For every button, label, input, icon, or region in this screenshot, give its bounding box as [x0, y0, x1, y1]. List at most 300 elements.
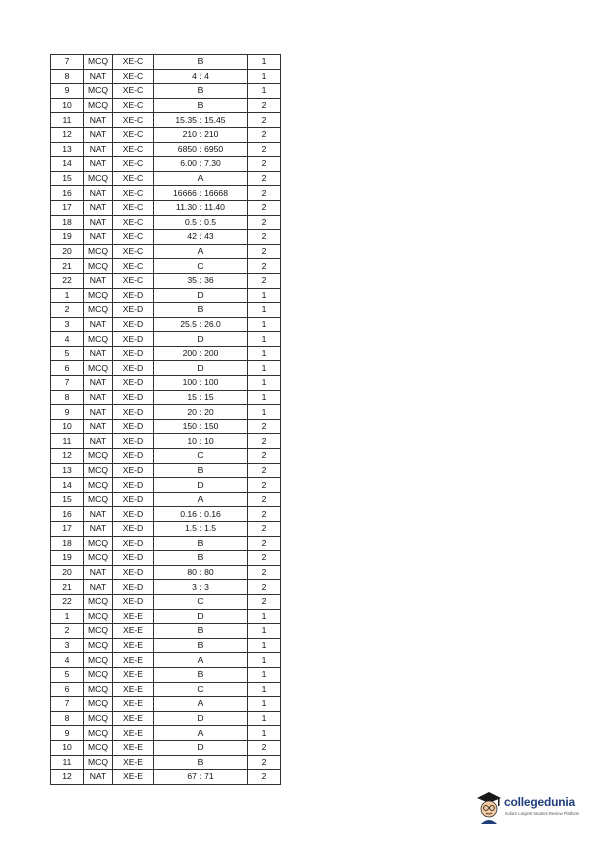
section-cell: XE-C — [113, 230, 154, 245]
logo-wordmark: collegedunia — [504, 795, 575, 809]
question-type-cell: NAT — [84, 434, 113, 449]
answer-key-cell: C — [154, 449, 248, 464]
question-type-cell: MCQ — [84, 84, 113, 99]
table-row — [51, 740, 281, 755]
question-number-cell: 7 — [51, 55, 84, 70]
answer-key-cell: D — [154, 288, 248, 303]
marks-cell: 2 — [248, 463, 281, 478]
marks-cell: 2 — [248, 492, 281, 507]
table-row — [51, 142, 281, 157]
section-cell: XE-D — [113, 551, 154, 566]
marks-cell: 1 — [248, 55, 281, 70]
answer-key-cell: D — [154, 711, 248, 726]
question-type-cell: NAT — [84, 113, 113, 128]
marks-cell: 1 — [248, 667, 281, 682]
question-number-cell: 9 — [51, 726, 84, 741]
marks-cell: 2 — [248, 594, 281, 609]
section-cell: XE-D — [113, 332, 154, 347]
table-row — [51, 522, 281, 537]
question-number-cell: 13 — [51, 142, 84, 157]
question-type-cell: MCQ — [84, 653, 113, 668]
answer-key-cell: 6.00 : 7.30 — [154, 157, 248, 172]
answer-key-cell: D — [154, 478, 248, 493]
question-number-cell: 15 — [51, 171, 84, 186]
marks-cell: 2 — [248, 273, 281, 288]
section-cell: XE-C — [113, 69, 154, 84]
answer-key-cell: 42 : 43 — [154, 230, 248, 245]
table-row — [51, 405, 281, 420]
question-type-cell: MCQ — [84, 463, 113, 478]
logo-tagline: India's Largest Student Review Platform — [505, 811, 580, 816]
answer-key-cell: 11.30 : 11.40 — [154, 200, 248, 215]
section-cell: XE-D — [113, 565, 154, 580]
section-cell: XE-D — [113, 580, 154, 595]
question-number-cell: 17 — [51, 200, 84, 215]
answer-key-cell: B — [154, 303, 248, 318]
section-cell: XE-E — [113, 653, 154, 668]
question-number-cell: 10 — [51, 740, 84, 755]
question-type-cell: MCQ — [84, 609, 113, 624]
section-cell: XE-D — [113, 376, 154, 391]
question-type-cell: MCQ — [84, 638, 113, 653]
question-type-cell: NAT — [84, 522, 113, 537]
table-row — [51, 171, 281, 186]
table-row — [51, 492, 281, 507]
answer-key-cell: A — [154, 171, 248, 186]
section-cell: XE-D — [113, 419, 154, 434]
question-type-cell: NAT — [84, 770, 113, 785]
table-row — [51, 376, 281, 391]
question-number-cell: 20 — [51, 565, 84, 580]
marks-cell: 2 — [248, 507, 281, 522]
table-row — [51, 449, 281, 464]
section-cell: XE-D — [113, 434, 154, 449]
answer-key-cell: 15 : 15 — [154, 390, 248, 405]
answer-key-cell: 1.5 : 1.5 — [154, 522, 248, 537]
marks-cell: 2 — [248, 565, 281, 580]
marks-cell: 2 — [248, 171, 281, 186]
answer-key-cell: 200 : 200 — [154, 346, 248, 361]
section-cell: XE-D — [113, 463, 154, 478]
question-type-cell: MCQ — [84, 98, 113, 113]
table-row — [51, 507, 281, 522]
section-cell: XE-C — [113, 157, 154, 172]
table-row — [51, 624, 281, 639]
table-row — [51, 390, 281, 405]
section-cell: XE-D — [113, 536, 154, 551]
section-cell: XE-C — [113, 259, 154, 274]
answer-key-cell: 25.5 : 26.0 — [154, 317, 248, 332]
section-cell: XE-C — [113, 98, 154, 113]
question-type-cell: NAT — [84, 565, 113, 580]
table-row — [51, 697, 281, 712]
graduate-mascot-icon — [474, 790, 504, 824]
marks-cell: 2 — [248, 449, 281, 464]
marks-cell: 2 — [248, 580, 281, 595]
marks-cell: 2 — [248, 740, 281, 755]
marks-cell: 2 — [248, 522, 281, 537]
marks-cell: 1 — [248, 288, 281, 303]
table-row — [51, 346, 281, 361]
question-number-cell: 13 — [51, 463, 84, 478]
answer-key-cell: 100 : 100 — [154, 376, 248, 391]
question-number-cell: 2 — [51, 624, 84, 639]
table-row — [51, 434, 281, 449]
question-type-cell: MCQ — [84, 682, 113, 697]
answer-key-cell: 3 : 3 — [154, 580, 248, 595]
question-number-cell: 18 — [51, 536, 84, 551]
marks-cell: 2 — [248, 478, 281, 493]
question-number-cell: 17 — [51, 522, 84, 537]
question-number-cell: 6 — [51, 361, 84, 376]
table-row — [51, 565, 281, 580]
question-number-cell: 6 — [51, 682, 84, 697]
question-number-cell: 1 — [51, 288, 84, 303]
answer-key-cell: 10 : 10 — [154, 434, 248, 449]
question-type-cell: MCQ — [84, 449, 113, 464]
question-type-cell: NAT — [84, 507, 113, 522]
answer-key-table — [50, 54, 281, 785]
marks-cell: 1 — [248, 405, 281, 420]
question-type-cell: MCQ — [84, 551, 113, 566]
table-row — [51, 551, 281, 566]
question-type-cell: MCQ — [84, 492, 113, 507]
question-type-cell: MCQ — [84, 726, 113, 741]
table-row — [51, 638, 281, 653]
question-number-cell: 18 — [51, 215, 84, 230]
question-type-cell: NAT — [84, 157, 113, 172]
answer-key-cell: 15.35 : 15.45 — [154, 113, 248, 128]
table-row — [51, 157, 281, 172]
answer-key-cell: 0.5 : 0.5 — [154, 215, 248, 230]
question-number-cell: 11 — [51, 755, 84, 770]
section-cell: XE-D — [113, 449, 154, 464]
question-number-cell: 1 — [51, 609, 84, 624]
answer-key-cell: B — [154, 55, 248, 70]
answer-key-cell: B — [154, 624, 248, 639]
answer-key-cell: A — [154, 697, 248, 712]
question-number-cell: 3 — [51, 638, 84, 653]
marks-cell: 1 — [248, 303, 281, 318]
question-type-cell: MCQ — [84, 755, 113, 770]
question-number-cell: 10 — [51, 98, 84, 113]
table-row — [51, 361, 281, 376]
question-type-cell: NAT — [84, 215, 113, 230]
question-type-cell: MCQ — [84, 624, 113, 639]
answer-key-cell: D — [154, 609, 248, 624]
section-cell: XE-D — [113, 405, 154, 420]
table-row — [51, 259, 281, 274]
section-cell: XE-D — [113, 522, 154, 537]
question-number-cell: 8 — [51, 390, 84, 405]
question-type-cell: NAT — [84, 405, 113, 420]
marks-cell: 1 — [248, 726, 281, 741]
marks-cell: 2 — [248, 186, 281, 201]
answer-key-cell: 67 : 71 — [154, 770, 248, 785]
answer-key-cell: 4 : 4 — [154, 69, 248, 84]
question-number-cell: 14 — [51, 478, 84, 493]
question-number-cell: 4 — [51, 653, 84, 668]
question-type-cell: MCQ — [84, 594, 113, 609]
table-row — [51, 609, 281, 624]
question-type-cell: MCQ — [84, 711, 113, 726]
question-type-cell: MCQ — [84, 244, 113, 259]
marks-cell: 1 — [248, 69, 281, 84]
marks-cell: 2 — [248, 434, 281, 449]
question-type-cell: MCQ — [84, 288, 113, 303]
answer-key-cell: B — [154, 551, 248, 566]
question-type-cell: NAT — [84, 186, 113, 201]
answer-key-cell: D — [154, 361, 248, 376]
question-number-cell: 16 — [51, 186, 84, 201]
table-row — [51, 84, 281, 99]
section-cell: XE-D — [113, 361, 154, 376]
question-number-cell: 21 — [51, 259, 84, 274]
section-cell: XE-E — [113, 682, 154, 697]
table-row — [51, 273, 281, 288]
table-row — [51, 200, 281, 215]
question-type-cell: MCQ — [84, 740, 113, 755]
answer-key-cell: C — [154, 259, 248, 274]
marks-cell: 2 — [248, 770, 281, 785]
marks-cell: 2 — [248, 755, 281, 770]
question-number-cell: 4 — [51, 332, 84, 347]
collegedunia-logo[interactable] — [474, 790, 589, 826]
question-number-cell: 22 — [51, 594, 84, 609]
section-cell: XE-D — [113, 390, 154, 405]
question-number-cell: 7 — [51, 376, 84, 391]
table-row — [51, 711, 281, 726]
question-type-cell: NAT — [84, 69, 113, 84]
table-row — [51, 303, 281, 318]
question-number-cell: 11 — [51, 113, 84, 128]
section-cell: XE-D — [113, 507, 154, 522]
marks-cell: 1 — [248, 624, 281, 639]
section-cell: XE-E — [113, 624, 154, 639]
marks-cell: 1 — [248, 653, 281, 668]
section-cell: XE-C — [113, 215, 154, 230]
marks-cell: 2 — [248, 215, 281, 230]
marks-cell: 1 — [248, 376, 281, 391]
question-number-cell: 5 — [51, 667, 84, 682]
table-row — [51, 127, 281, 142]
question-number-cell: 22 — [51, 273, 84, 288]
question-number-cell: 15 — [51, 492, 84, 507]
marks-cell: 2 — [248, 536, 281, 551]
section-cell: XE-E — [113, 740, 154, 755]
marks-cell: 1 — [248, 638, 281, 653]
table-row — [51, 667, 281, 682]
section-cell: XE-E — [113, 697, 154, 712]
section-cell: XE-C — [113, 273, 154, 288]
question-number-cell: 14 — [51, 157, 84, 172]
table-row — [51, 478, 281, 493]
question-type-cell: MCQ — [84, 55, 113, 70]
question-type-cell: MCQ — [84, 697, 113, 712]
question-number-cell: 5 — [51, 346, 84, 361]
section-cell: XE-D — [113, 346, 154, 361]
answer-key-cell: B — [154, 638, 248, 653]
table-row — [51, 69, 281, 84]
marks-cell: 2 — [248, 127, 281, 142]
question-number-cell: 8 — [51, 69, 84, 84]
answer-key-cell: C — [154, 594, 248, 609]
section-cell: XE-C — [113, 55, 154, 70]
answer-key-cell: 80 : 80 — [154, 565, 248, 580]
table-row — [51, 113, 281, 128]
question-type-cell: NAT — [84, 273, 113, 288]
question-type-cell: MCQ — [84, 667, 113, 682]
section-cell: XE-E — [113, 711, 154, 726]
table-row — [51, 755, 281, 770]
marks-cell: 1 — [248, 84, 281, 99]
table-row — [51, 653, 281, 668]
marks-cell: 2 — [248, 244, 281, 259]
table-row — [51, 536, 281, 551]
question-number-cell: 12 — [51, 449, 84, 464]
table-row — [51, 580, 281, 595]
answer-key-cell: A — [154, 653, 248, 668]
question-type-cell: NAT — [84, 376, 113, 391]
marks-cell: 1 — [248, 361, 281, 376]
marks-cell: 2 — [248, 259, 281, 274]
section-cell: XE-D — [113, 317, 154, 332]
question-type-cell: NAT — [84, 127, 113, 142]
marks-cell: 1 — [248, 697, 281, 712]
marks-cell: 1 — [248, 711, 281, 726]
table-row — [51, 463, 281, 478]
answer-key-cell: A — [154, 244, 248, 259]
marks-cell: 1 — [248, 390, 281, 405]
section-cell: XE-C — [113, 171, 154, 186]
question-number-cell: 20 — [51, 244, 84, 259]
marks-cell: 2 — [248, 551, 281, 566]
question-type-cell: MCQ — [84, 332, 113, 347]
table-row — [51, 288, 281, 303]
section-cell: XE-C — [113, 200, 154, 215]
question-number-cell: 7 — [51, 697, 84, 712]
section-cell: XE-E — [113, 667, 154, 682]
table-row — [51, 594, 281, 609]
question-type-cell: NAT — [84, 230, 113, 245]
table-row — [51, 98, 281, 113]
answer-key-cell: B — [154, 98, 248, 113]
question-number-cell: 3 — [51, 317, 84, 332]
question-number-cell: 12 — [51, 770, 84, 785]
question-number-cell: 2 — [51, 303, 84, 318]
section-cell: XE-C — [113, 113, 154, 128]
question-type-cell: NAT — [84, 142, 113, 157]
question-number-cell: 9 — [51, 84, 84, 99]
answer-key-cell: A — [154, 726, 248, 741]
table-row — [51, 770, 281, 785]
question-number-cell: 11 — [51, 434, 84, 449]
answer-key-cell: 150 : 150 — [154, 419, 248, 434]
question-type-cell: NAT — [84, 346, 113, 361]
table-row — [51, 682, 281, 697]
question-type-cell: MCQ — [84, 361, 113, 376]
answer-key-cell: 20 : 20 — [154, 405, 248, 420]
section-cell: XE-C — [113, 244, 154, 259]
section-cell: XE-D — [113, 492, 154, 507]
marks-cell: 2 — [248, 419, 281, 434]
marks-cell: 1 — [248, 682, 281, 697]
answer-key-cell: B — [154, 755, 248, 770]
question-type-cell: NAT — [84, 580, 113, 595]
section-cell: XE-E — [113, 770, 154, 785]
answer-key-cell: 0.16 : 0.16 — [154, 507, 248, 522]
section-cell: XE-D — [113, 478, 154, 493]
answer-key-cell: C — [154, 682, 248, 697]
answer-key-cell: 16666 : 16668 — [154, 186, 248, 201]
marks-cell: 1 — [248, 609, 281, 624]
marks-cell: 1 — [248, 332, 281, 347]
table-row — [51, 332, 281, 347]
question-type-cell: MCQ — [84, 478, 113, 493]
answer-key-cell: B — [154, 536, 248, 551]
table-row — [51, 726, 281, 741]
table-row — [51, 317, 281, 332]
question-type-cell: MCQ — [84, 536, 113, 551]
marks-cell: 2 — [248, 200, 281, 215]
section-cell: XE-D — [113, 288, 154, 303]
question-number-cell: 10 — [51, 419, 84, 434]
question-type-cell: NAT — [84, 200, 113, 215]
marks-cell: 2 — [248, 113, 281, 128]
answer-key-cell: A — [154, 492, 248, 507]
question-type-cell: NAT — [84, 390, 113, 405]
section-cell: XE-C — [113, 142, 154, 157]
section-cell: XE-C — [113, 84, 154, 99]
section-cell: XE-E — [113, 726, 154, 741]
marks-cell: 2 — [248, 157, 281, 172]
answer-key-cell: B — [154, 84, 248, 99]
question-type-cell: MCQ — [84, 259, 113, 274]
question-number-cell: 19 — [51, 551, 84, 566]
question-type-cell: NAT — [84, 317, 113, 332]
marks-cell: 1 — [248, 317, 281, 332]
answer-key-cell: 6850 : 6950 — [154, 142, 248, 157]
section-cell: XE-E — [113, 638, 154, 653]
question-type-cell: NAT — [84, 419, 113, 434]
table-row — [51, 215, 281, 230]
table-row — [51, 230, 281, 245]
question-number-cell: 19 — [51, 230, 84, 245]
section-cell: XE-E — [113, 609, 154, 624]
section-cell: XE-E — [113, 755, 154, 770]
answer-key-cell: D — [154, 332, 248, 347]
question-number-cell: 16 — [51, 507, 84, 522]
answer-key-cell: B — [154, 667, 248, 682]
question-number-cell: 9 — [51, 405, 84, 420]
section-cell: XE-D — [113, 594, 154, 609]
answer-key-cell: 35 : 36 — [154, 273, 248, 288]
table-row — [51, 244, 281, 259]
section-cell: XE-C — [113, 127, 154, 142]
answer-key-table-body — [51, 55, 281, 785]
table-row — [51, 419, 281, 434]
question-type-cell: MCQ — [84, 171, 113, 186]
answer-key-cell: B — [154, 463, 248, 478]
question-type-cell: MCQ — [84, 303, 113, 318]
answer-key-cell: 210 : 210 — [154, 127, 248, 142]
question-number-cell: 21 — [51, 580, 84, 595]
marks-cell: 2 — [248, 98, 281, 113]
question-number-cell: 12 — [51, 127, 84, 142]
question-number-cell: 8 — [51, 711, 84, 726]
marks-cell: 2 — [248, 142, 281, 157]
section-cell: XE-D — [113, 303, 154, 318]
